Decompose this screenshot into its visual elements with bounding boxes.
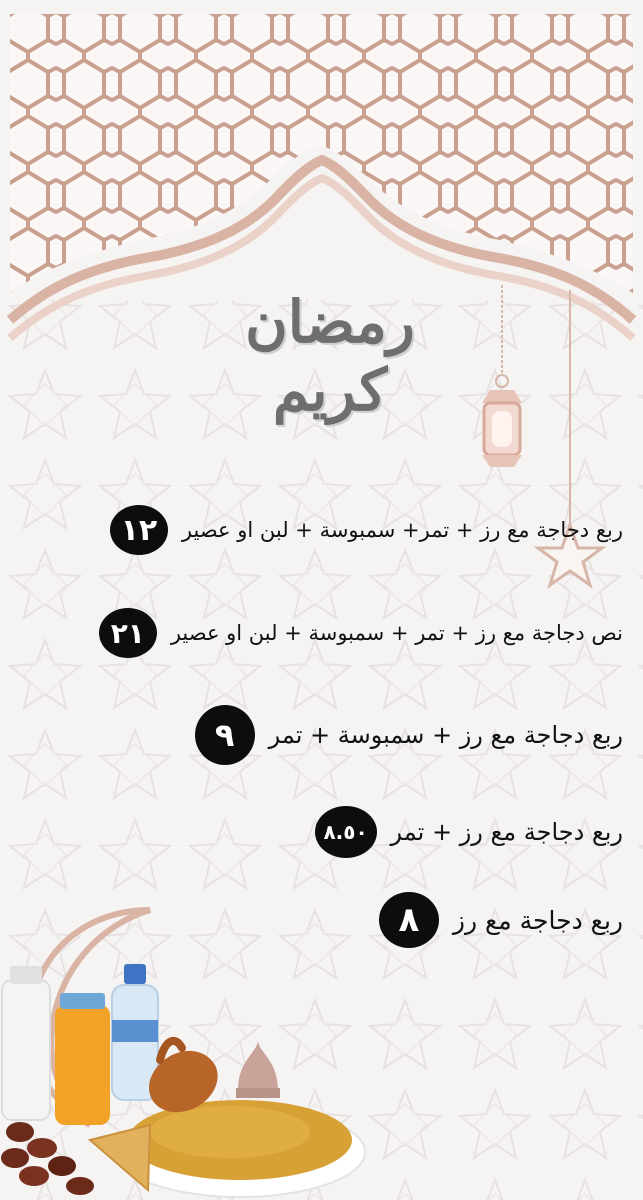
iftar-food-illustration xyxy=(0,900,420,1200)
price-badge: ٩ xyxy=(195,705,255,765)
ramadan-kareem-calligraphy xyxy=(205,260,455,424)
greeting-text: رمضان كريم xyxy=(245,288,415,424)
menu-item-name: نص دجاجة مع رز + تمر + سمبوسة + لبن او عصير xyxy=(170,621,623,645)
menu-item xyxy=(315,806,623,858)
menu-item xyxy=(110,505,623,555)
menu-item-name: ربع دجاجة مع رز + سمبوسة + تمر xyxy=(268,721,623,749)
menu-item-name: ربع دجاجة مع رز xyxy=(452,905,623,935)
price-badge: ١٢ xyxy=(110,505,168,555)
price-badge: ٨.٥٠ xyxy=(315,806,377,858)
menu-item xyxy=(195,705,623,765)
menu-item-name: ربع دجاجة مع رز + تمر xyxy=(390,818,623,846)
price-badge: ٢١ xyxy=(99,608,157,658)
menu-item xyxy=(99,608,623,658)
menu-item-name: ربع دجاجة مع رز + تمر+ سمبوسة + لبن او عصير xyxy=(181,518,623,542)
price-badge: ٨ xyxy=(379,892,439,948)
